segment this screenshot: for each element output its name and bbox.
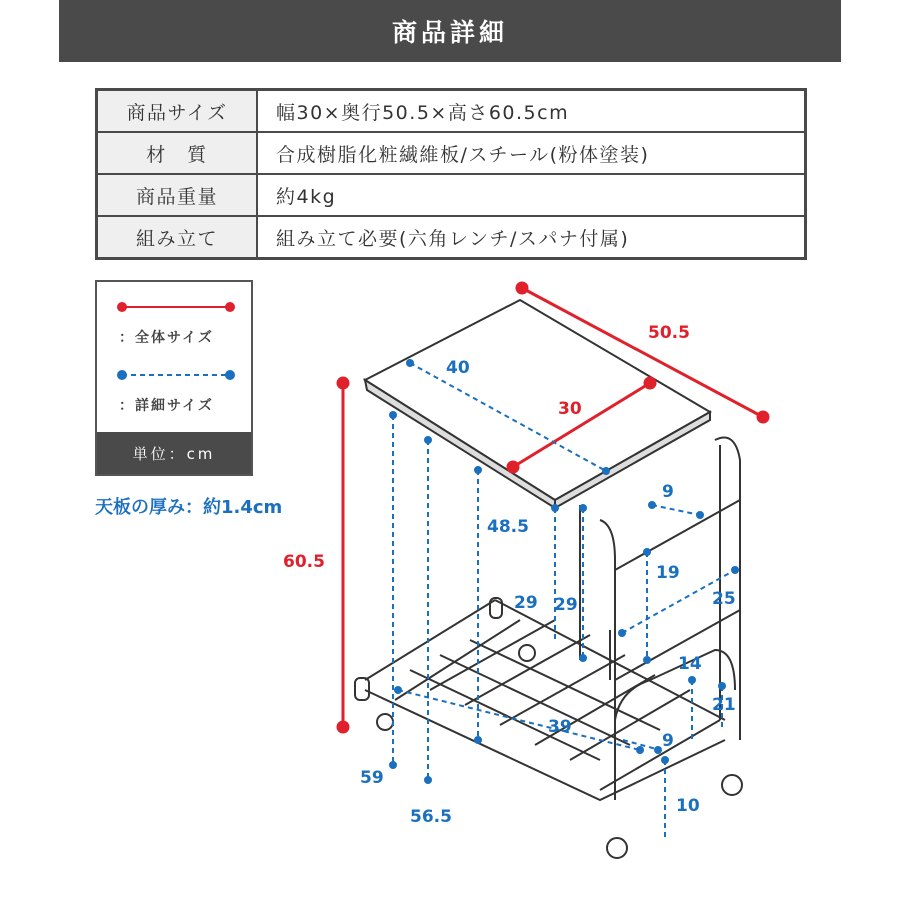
dim-detail-label: 29 [514, 593, 538, 613]
dim-detail-label: 40 [446, 358, 470, 378]
dim-detail-label: 29 [554, 595, 578, 615]
spec-label: 材 質 [97, 132, 258, 174]
spec-value: 幅30×奥行50.5×高さ60.5cm [257, 90, 806, 133]
legend-detail-label: ：詳細サイズ [119, 398, 214, 414]
dim-depth-label: 50.5 [648, 323, 690, 343]
section-title: 商品詳細 [59, 0, 841, 62]
spec-value: 約4kg [257, 174, 806, 216]
unit-label: 単位：cm [97, 432, 251, 474]
spec-label: 商品重量 [97, 174, 258, 216]
spec-label: 商品サイズ [97, 90, 258, 133]
legend-overall-label: ：全体サイズ [119, 330, 214, 346]
dim-detail-label: 19 [656, 563, 680, 583]
dim-detail-label: 14 [678, 654, 702, 674]
dim-detail-label: 21 [712, 695, 736, 715]
dim-detail-label: 10 [676, 796, 700, 816]
dim-width-label: 30 [558, 399, 582, 419]
cart-drawing [355, 300, 742, 858]
spec-value: 合成樹脂化粧繊維板/スチール(粉体塗装) [257, 132, 806, 174]
dim-detail-label: 56.5 [410, 807, 452, 827]
dim-height-label: 60.5 [283, 552, 325, 572]
spec-value: 組み立て必要(六角レンチ/スパナ付属) [257, 216, 806, 259]
dim-detail-label: 59 [360, 768, 384, 788]
dim-detail-label: 48.5 [487, 517, 529, 537]
dim-detail-label: 39 [548, 717, 572, 737]
spec-label: 組み立て [97, 216, 258, 259]
dim-detail-label: 9 [662, 482, 674, 502]
dim-detail-label: 9 [662, 731, 674, 751]
thickness-note: 天板の厚み：約1.4cm [95, 497, 283, 518]
dim-detail-label: 25 [712, 589, 736, 609]
